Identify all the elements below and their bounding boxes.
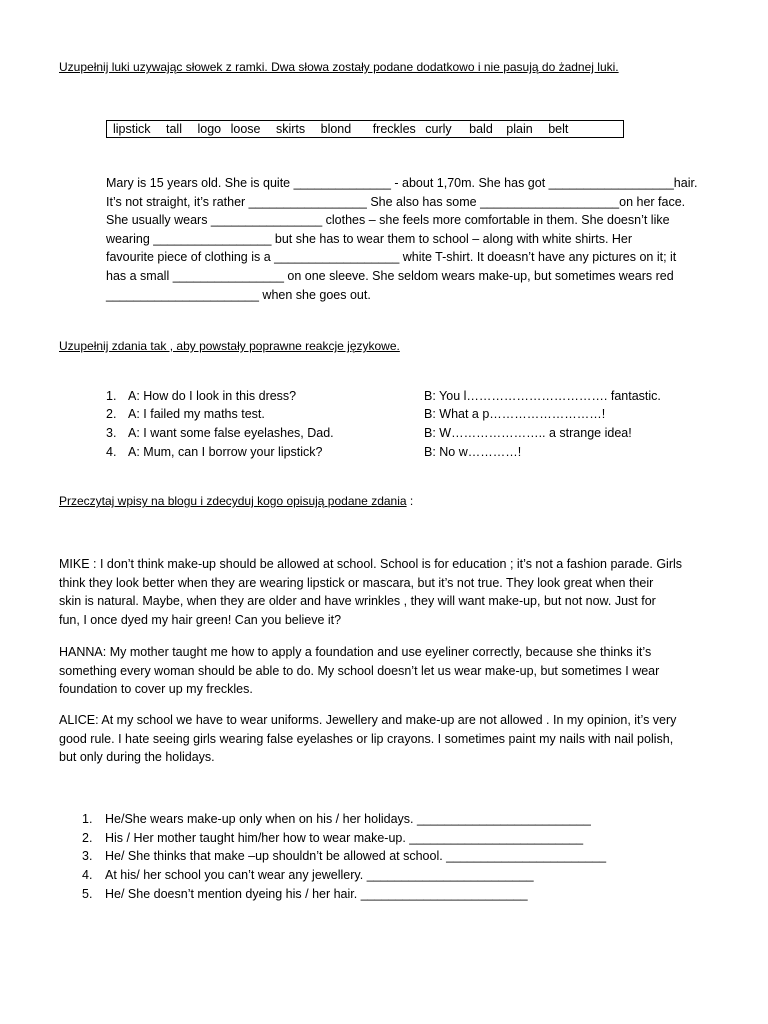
blog-line: ALICE: At my school we have to wear uniforms. Jewellery and make-up are not allowed . In my opinion, it’s very: [59, 713, 677, 727]
word-item: belt: [548, 122, 569, 136]
dialogue-response: B: W………………….. a strange idea!: [424, 426, 632, 440]
blog-line: something every woman should be able to do. My school doesn’t let us wear make-up, but sometimes I wear: [59, 663, 660, 678]
word-item: plain: [506, 122, 533, 136]
statement-text: He/ She thinks that make –up shouldn’t be allowed at school. _______________________: [105, 849, 607, 863]
item-number: 4.: [106, 445, 117, 459]
item-number: 5.: [82, 887, 93, 901]
blog-post-alice: [59, 711, 676, 767]
task1-paragraph: [106, 174, 697, 304]
item-number: 1.: [106, 389, 117, 403]
blog-line: fun, I once dyed my hair green! Can you believe it?: [59, 612, 342, 627]
dialogue-response: B: What a p………………………!: [424, 407, 606, 421]
word-item: bald: [469, 122, 493, 136]
word-item: lipstick: [113, 122, 151, 136]
task2-heading: Uzupełnij zdania tak , aby powstały poprawne reakcje językowe.: [59, 339, 400, 353]
task3-heading-wrap: [59, 494, 413, 508]
blog-post-mike: [59, 555, 682, 629]
blog-line: good rule. I hate seeing girls wearing false eyelashes or lip crayons. I sometimes paint my nails with nail polish,: [59, 731, 674, 746]
statement-text: His / Her mother taught him/her how to wear make-up. _________________________: [105, 831, 584, 845]
paragraph-line: has a small ________________ on one sleeve. She seldom wears make-up, but sometimes wears red: [106, 268, 674, 283]
task1-heading: Uzupełnij luki uzywając słowek z ramki. Dwa słowa zostały podane dodatkowo i nie pasują do żadnej luki.: [59, 60, 619, 74]
dialogue-response: B: You l……………………………. fantastic.: [424, 389, 661, 403]
statement-text: He/ She doesn’t mention dyeing his / her hair. ________________________: [105, 887, 528, 901]
word-item: freckles: [372, 122, 416, 136]
dialogue-prompt: A: I want some false eyelashes, Dad.: [128, 426, 334, 440]
paragraph-line: wearing _________________ but she has to wear them to school – along with white shirts. Her: [106, 231, 633, 246]
dialogue-response: B: No w…………!: [424, 445, 522, 459]
blog-line: but only during the holidays.: [59, 750, 215, 765]
item-number: 1.: [82, 812, 93, 826]
word-item: curly: [425, 122, 452, 136]
statement-text: He/She wears make-up only when on his / her holidays. _________________________: [105, 812, 591, 826]
item-number: 2.: [82, 831, 93, 845]
item-number: 2.: [106, 407, 117, 421]
blog-line: foundation to cover up my freckles.: [59, 682, 253, 697]
dialogue-prompt: A: How do I look in this dress?: [128, 389, 297, 403]
blog-post-hanna: [59, 643, 659, 699]
blog-line: think they look better when they are wearing lipstick or mascara, but it’s not true. They look great when their: [59, 575, 654, 590]
paragraph-line: favourite piece of clothing is a __________________ white T-shirt. It doeasn’t have any pictures on it; it: [106, 250, 677, 265]
word-item: loose: [230, 122, 261, 136]
word-item: blond: [320, 122, 352, 136]
paragraph-line: She usually wears ________________ clothes – she feels more comfortable in them. She doesn’t like: [106, 213, 670, 228]
word-box: [106, 120, 624, 138]
blog-line: MIKE : I don’t think make-up should be allowed at school. School is for education ; it’s not a fashion parade. Girls: [59, 557, 683, 571]
item-number: 3.: [106, 426, 117, 440]
paragraph-line: Mary is 15 years old. She is quite ______________ - about 1,70m. She has got __________________hair.: [106, 176, 698, 190]
paragraph-line: It’s not straight, it’s rather _________________ She also has some ____________________on her face.: [106, 194, 686, 209]
task3-heading-suffix: :: [406, 494, 414, 508]
word-item: logo: [197, 122, 222, 136]
blog-line: skin is natural. Maybe, when they are older and have wrinkles , they will want make-up, but not now. Just for: [59, 594, 656, 609]
item-number: 3.: [82, 849, 93, 863]
paragraph-line: ______________________ when she goes out.: [106, 287, 371, 302]
task3-heading: Przeczytaj wpisy na blogu i zdecyduj kogo opisują podane zdania: [59, 494, 407, 508]
blog-line: HANNA: My mother taught me how to apply a foundation and use eyeliner correctly, because she thinks it’s: [59, 645, 652, 659]
dialogue-prompt: A: Mum, can I borrow your lipstick?: [128, 445, 323, 459]
word-item: skirts: [275, 122, 306, 136]
statement-text: At his/ her school you can’t wear any jewellery. ________________________: [105, 868, 534, 882]
word-item: tall: [166, 122, 182, 136]
dialogue-prompt: A: I failed my maths test.: [128, 407, 265, 421]
item-number: 4.: [82, 868, 93, 882]
